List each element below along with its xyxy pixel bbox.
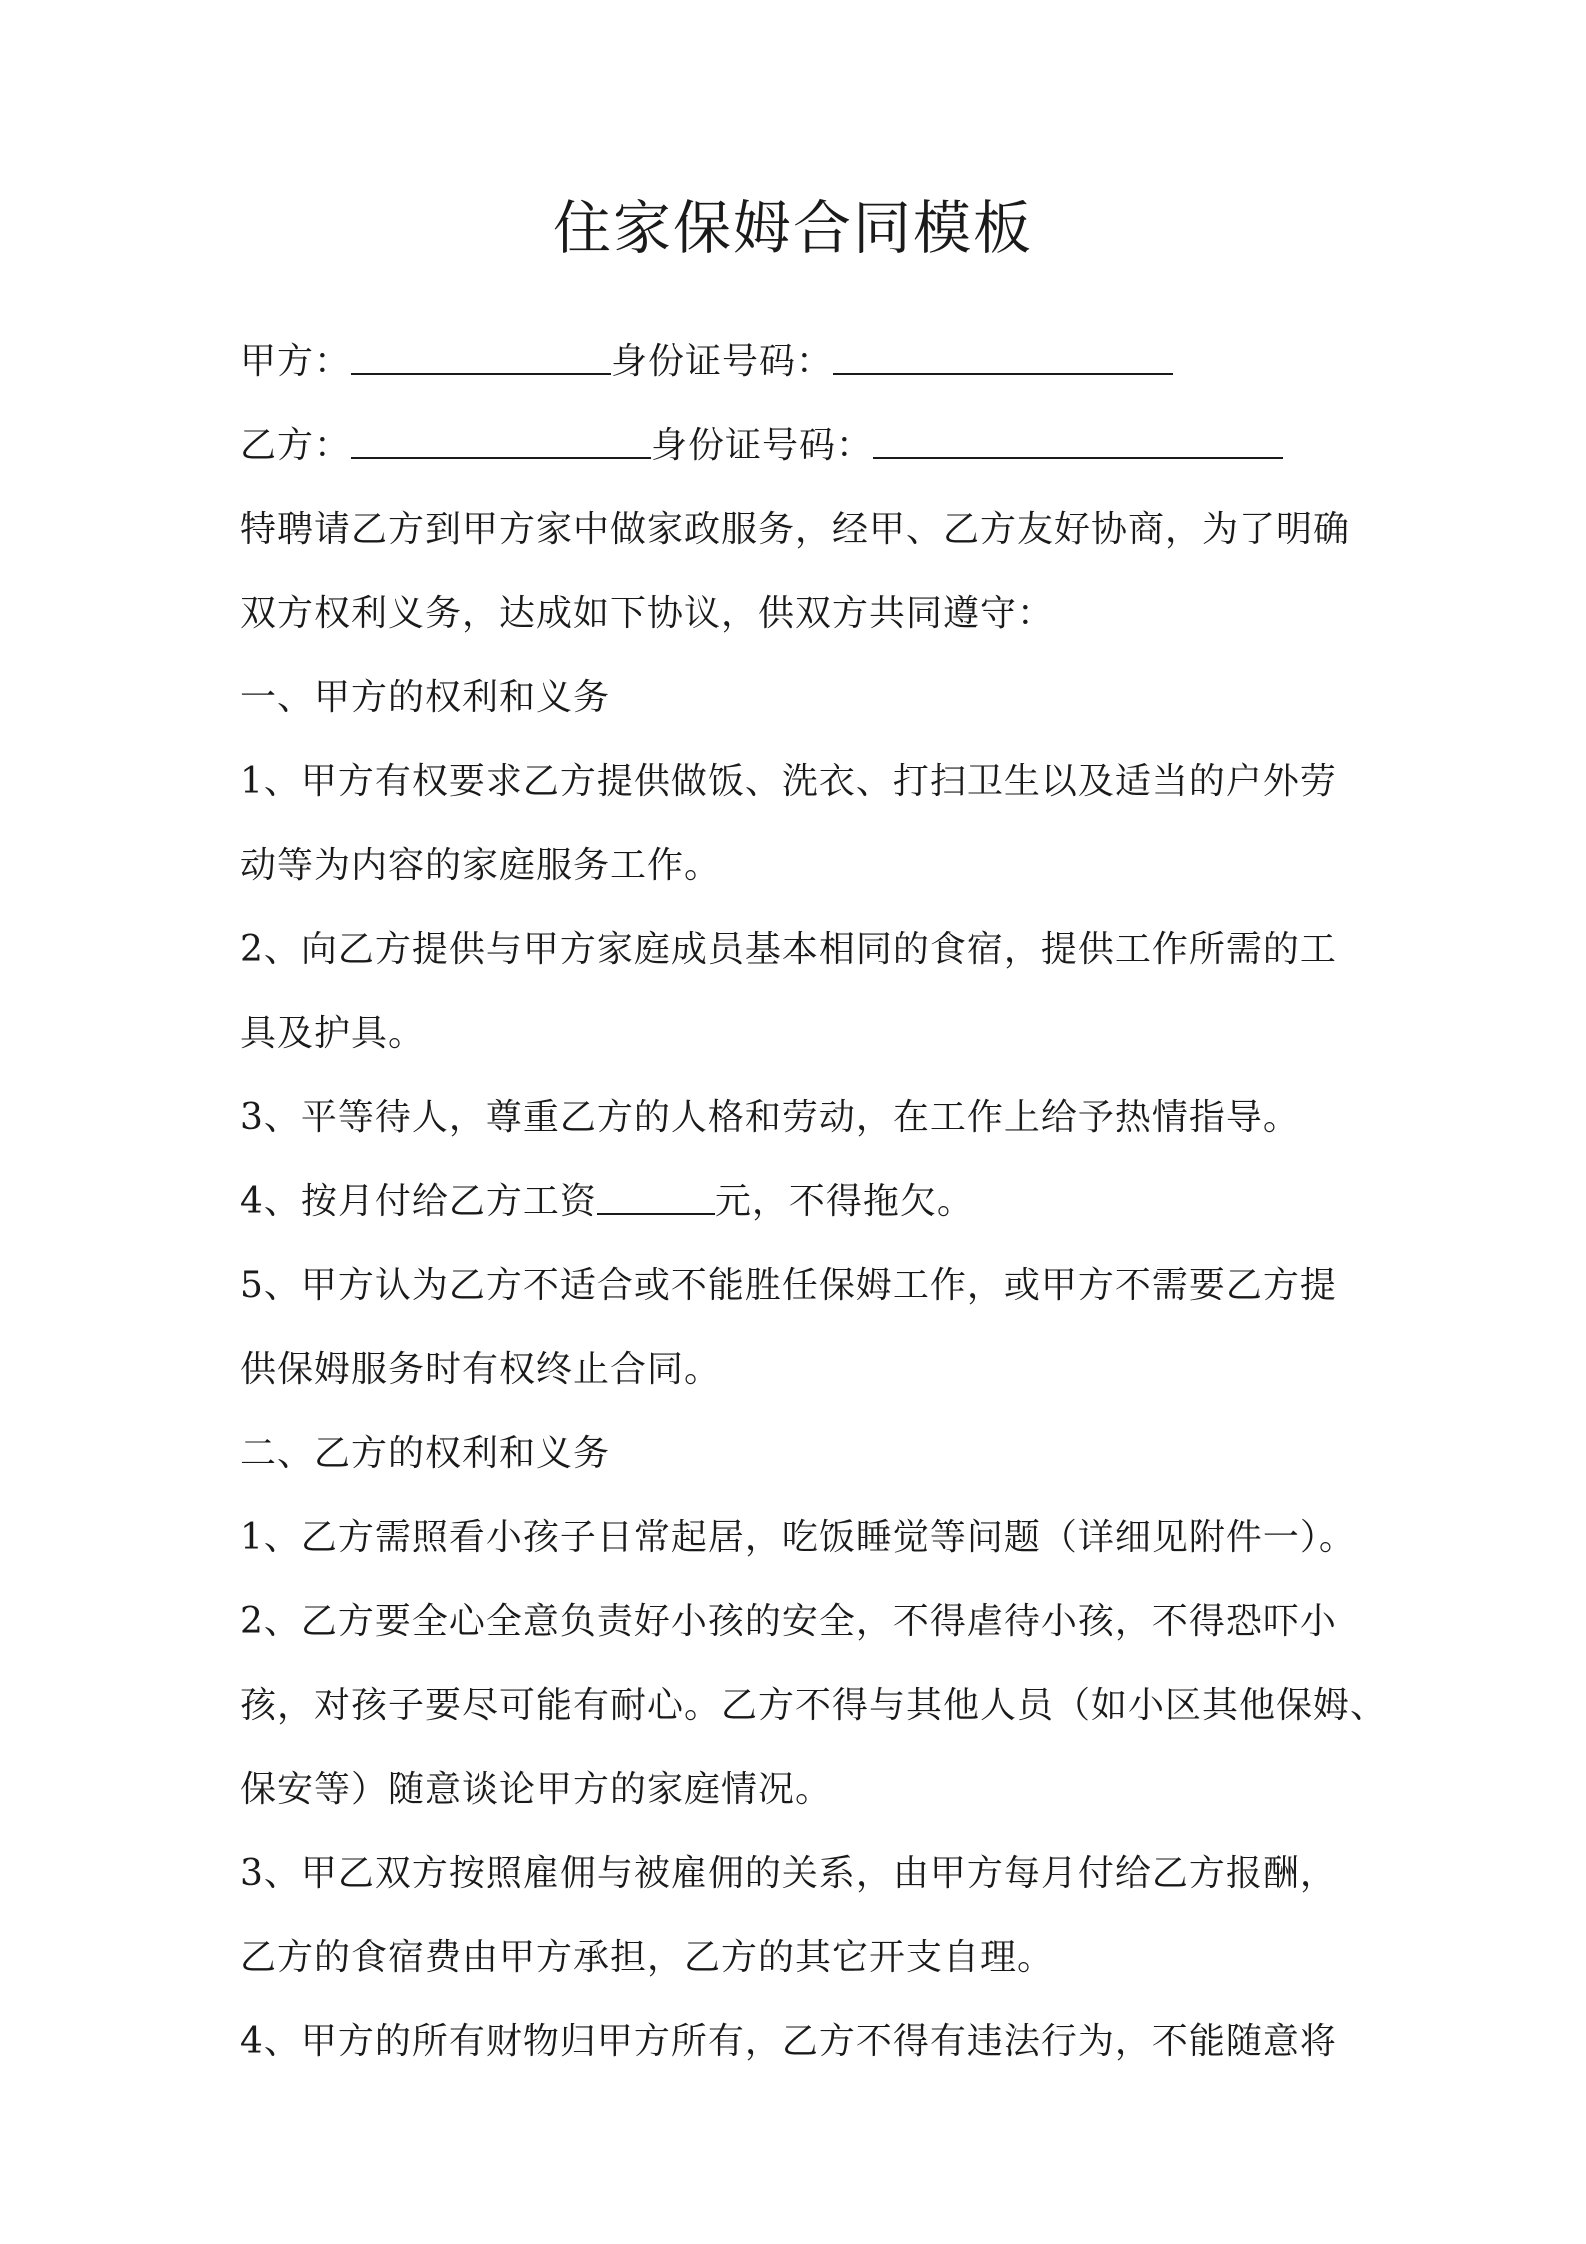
section-1-item-4 [240,1160,1380,1244]
party-b-id-blank [873,417,1283,459]
section-2-item-3: 3、甲乙双方按照雇佣与被雇佣的关系，由甲方每月付给乙方报酬， [240,1853,1337,1894]
party-b-name-blank [351,417,651,459]
party-a-label: 甲方： [240,341,352,382]
section-2-item-2: 保安等）随意谈论甲方的家庭情况。 [240,1769,833,1810]
section-2-item-2: 2、乙方要全心全意负责好小孩的安全，不得虐待小孩，不得恐吓小 [240,1601,1337,1642]
section-1-item-5: 5、甲方认为乙方不适合或不能胜任保姆工作，或甲方不需要乙方提 [240,1265,1337,1306]
section-2-item-1: 1、乙方需照看小孩子日常起居，吃饭睡觉等问题（详细见附件一）。 [240,1517,1356,1558]
party-b-line [240,404,1380,488]
section-2-item-4: 4、甲方的所有财物归甲方所有，乙方不得有违法行为，不能随意将 [240,2021,1337,2062]
party-a-line [240,320,1380,404]
party-b-id-label: 身份证号码： [651,425,874,466]
section-2-heading: 二、乙方的权利和义务 [240,1433,611,1474]
party-a-name-blank [351,333,611,375]
document-body [240,320,1388,2084]
party-a-id-blank [833,333,1173,375]
salary-blank [597,1173,715,1215]
section-2-item-2: 孩，对孩子要尽可能有耐心。乙方不得与其他人员（如小区其他保姆、 [240,1685,1388,1726]
salary-suffix: 元，不得拖欠。 [714,1181,974,1222]
intro-line: 特聘请乙方到甲方家中做家政服务，经甲、乙方友好协商，为了明确 [240,509,1351,550]
section-1-heading: 一、甲方的权利和义务 [240,677,611,718]
section-1-item-1: 动等为内容的家庭服务工作。 [240,845,722,886]
intro-line: 双方权利义务，达成如下协议，供双方共同遵守： [240,593,1055,634]
section-1-item-2: 具及护具。 [240,1013,426,1054]
section-1-item-2: 2、向乙方提供与甲方家庭成员基本相同的食宿，提供工作所需的工 [240,929,1337,970]
section-1-item-5: 供保姆服务时有权终止合同。 [240,1349,722,1390]
section-1-item-1: 1、甲方有权要求乙方提供做饭、洗衣、打扫卫生以及适当的户外劳 [240,761,1337,802]
party-a-id-label: 身份证号码： [611,341,834,382]
document-title: 住家保姆合同模板 [552,194,1033,262]
party-b-label: 乙方： [240,425,352,466]
salary-prefix: 4、按月付给乙方工资 [240,1181,597,1222]
section-2-item-3: 乙方的食宿费由甲方承担，乙方的其它开支自理。 [240,1937,1055,1978]
section-1-item-3: 3、平等待人，尊重乙方的人格和劳动，在工作上给予热情指导。 [240,1097,1300,1138]
